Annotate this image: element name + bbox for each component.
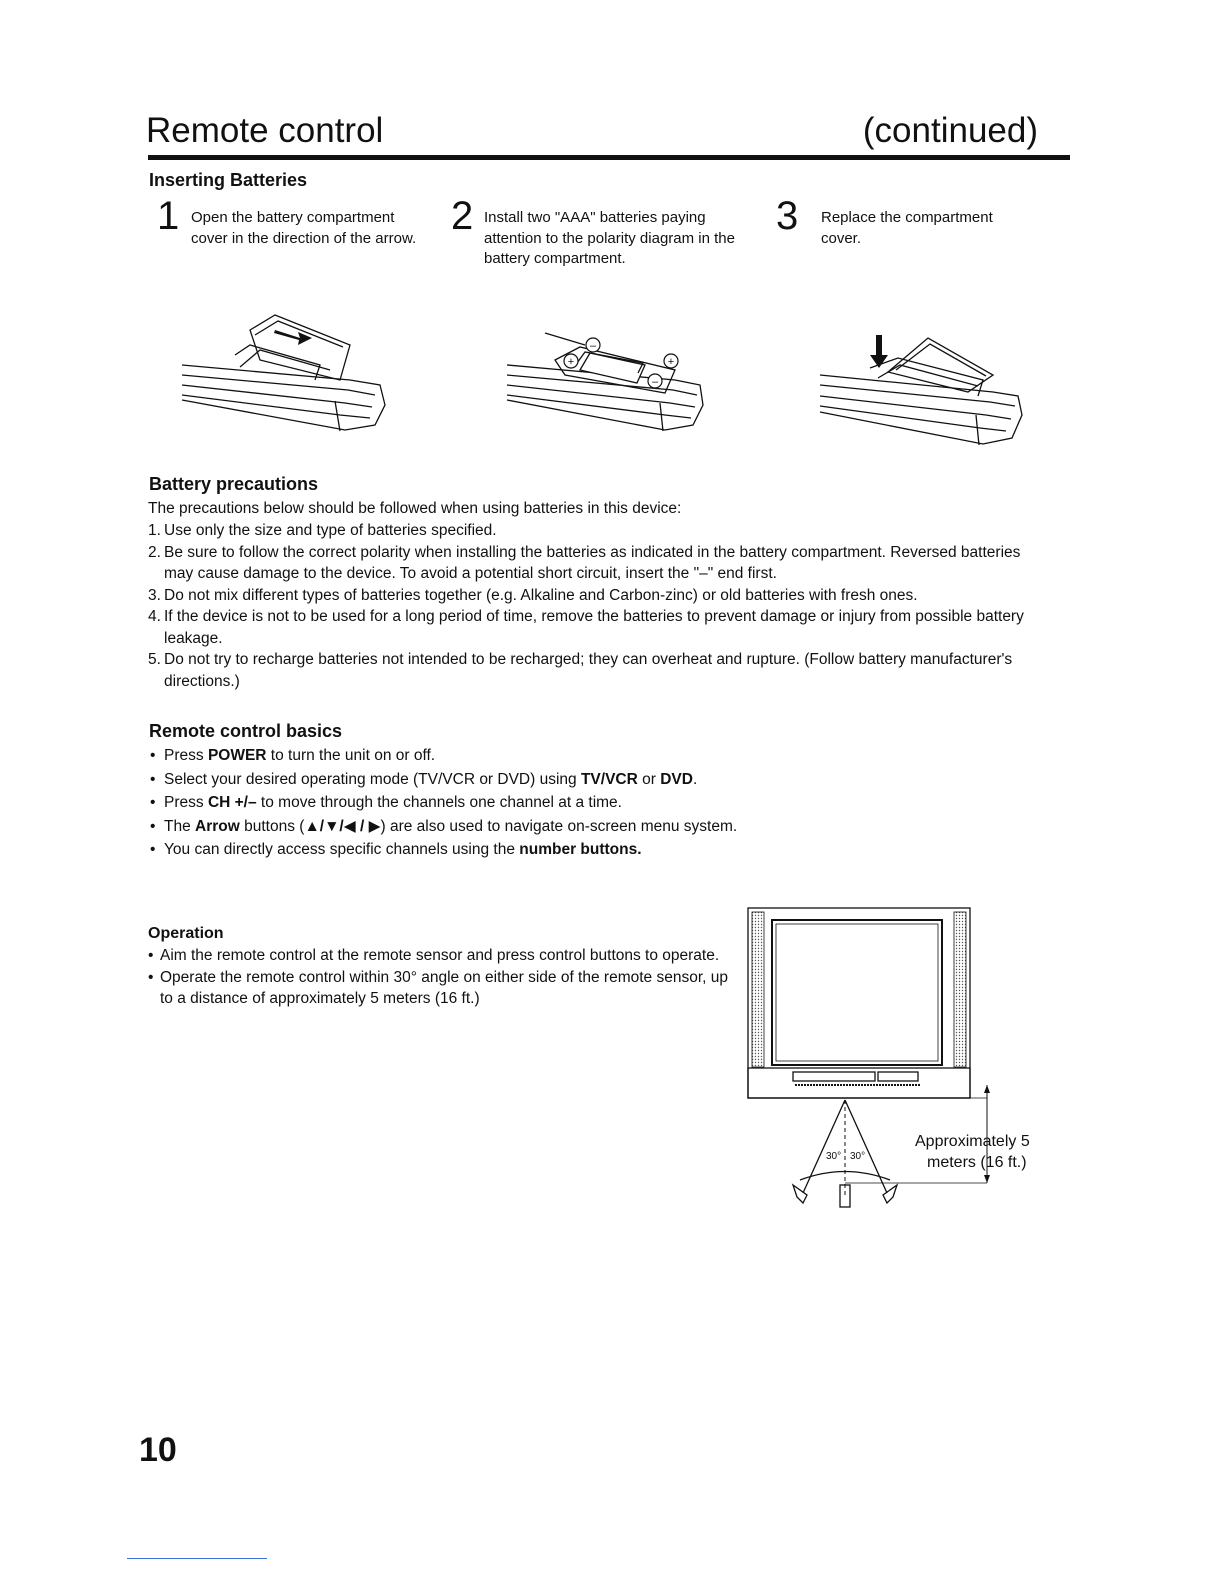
svg-text:+: + bbox=[567, 356, 575, 368]
step-2-number: 2 bbox=[451, 194, 474, 238]
list-item bbox=[148, 542, 1048, 585]
basics-list bbox=[148, 745, 1048, 863]
list-item bbox=[148, 606, 1048, 649]
basics-heading: Remote control basics bbox=[149, 721, 343, 741]
operation-heading: Operation bbox=[148, 925, 224, 942]
svg-text:+: + bbox=[667, 356, 675, 368]
distance-label-line1: Approximately 5 bbox=[915, 1133, 1030, 1150]
precautions-list bbox=[148, 520, 1048, 692]
precautions-heading: Battery precautions bbox=[149, 474, 319, 494]
remote-range-diagram bbox=[745, 905, 1055, 1215]
precautions-intro: The precautions below should be followed when using batteries in this device: bbox=[148, 500, 682, 517]
angle-right-label: 30° bbox=[850, 1151, 866, 1162]
list-text: Use only the size and type of batteries specified. bbox=[164, 522, 497, 539]
page-number: 10 bbox=[139, 1431, 177, 1469]
list-text: If the device is not to be used for a long period of time, remove the batteries to prevent damage or injury from possible battery leakage. bbox=[164, 608, 1024, 647]
text: . bbox=[692, 770, 698, 788]
page-title: Remote control bbox=[146, 111, 384, 150]
text: Press bbox=[164, 794, 208, 811]
button-name-arrow: Arrow bbox=[195, 817, 240, 835]
list-number: 2. bbox=[148, 543, 161, 561]
distance-label-line2: meters (16 ft.) bbox=[927, 1154, 1027, 1171]
list-text: Be sure to follow the correct polarity when installing the batteries as indicated in the battery compartment. Reversed batteries may cause damage to the device. To avoid a potential short circuit, insert the "–" end first. bbox=[164, 543, 1021, 582]
remote-replace-cover-illustration bbox=[818, 330, 1028, 455]
list-item bbox=[148, 520, 1048, 542]
text: or bbox=[637, 770, 661, 788]
text: buttons ( bbox=[239, 817, 305, 835]
text: ) are also used to navigate on-screen menu system. bbox=[380, 817, 738, 835]
continued-label: (continued) bbox=[862, 111, 1038, 150]
list-text: Do not mix different types of batteries together (e.g. Alkaline and Carbon-zinc) or old batteries with fresh ones. bbox=[164, 586, 918, 604]
remote-batteries-illustration bbox=[505, 325, 705, 435]
arrow-symbols: ▲/▼/◀ / ▶ bbox=[304, 817, 381, 835]
button-name-power: POWER bbox=[207, 747, 267, 764]
text: Press bbox=[164, 747, 208, 764]
text: You can directly access specific channels using the bbox=[164, 841, 520, 858]
list-item bbox=[148, 792, 1048, 814]
text: to turn the unit on or off. bbox=[266, 747, 436, 764]
button-name-dvd: DVD bbox=[660, 770, 693, 788]
list-item bbox=[148, 585, 1048, 607]
bottom-link-underline bbox=[127, 1558, 267, 1559]
text: The bbox=[164, 817, 196, 835]
step-3-text: Replace the compartment cover. bbox=[821, 209, 993, 247]
list-number: 4. bbox=[148, 608, 161, 625]
title-rule bbox=[148, 155, 1070, 160]
list-number: 1. bbox=[148, 522, 161, 539]
angle-left-label: 30° bbox=[826, 1151, 842, 1162]
text: Select your desired operating mode (TV/VCR or DVD) using bbox=[164, 770, 581, 788]
step-3-number: 3 bbox=[776, 194, 799, 238]
button-name-number: number buttons. bbox=[519, 841, 642, 858]
svg-text:–: – bbox=[589, 340, 597, 352]
list-item bbox=[148, 839, 1048, 861]
list-item bbox=[148, 649, 1048, 692]
operation-list bbox=[148, 945, 738, 1010]
list-item bbox=[148, 745, 1048, 767]
list-item: • Aim the remote control at the remote sensor and press control buttons to operate. bbox=[148, 945, 738, 967]
remote-open-cover-illustration bbox=[180, 305, 395, 435]
list-item bbox=[148, 769, 1048, 791]
step-2-text: Install two "AAA" batteries paying attention to the polarity diagram in the battery compartment. bbox=[484, 209, 735, 267]
inserting-heading: Inserting Batteries bbox=[149, 170, 308, 190]
button-name-ch: CH +/– bbox=[207, 794, 257, 811]
list-number: 3. bbox=[148, 586, 161, 604]
button-name-tvvcr: TV/VCR bbox=[580, 770, 638, 788]
svg-text:–: – bbox=[651, 376, 659, 388]
list-number: 5. bbox=[148, 651, 161, 668]
list-text: Do not try to recharge batteries not intended to be recharged; they can overheat and rupture. (Follow battery manufacturer's directions.) bbox=[164, 651, 1013, 690]
list-item: • Operate the remote control within 30° angle on either side of the remote sensor, up to a distance of approximately 5 meters (16 ft.) bbox=[148, 967, 738, 1010]
list-item bbox=[148, 816, 1048, 838]
step-1-text: Open the battery compartment cover in the direction of the arrow. bbox=[191, 209, 417, 247]
step-1-number: 1 bbox=[157, 194, 180, 238]
text: to move through the channels one channel at a time. bbox=[256, 794, 622, 811]
